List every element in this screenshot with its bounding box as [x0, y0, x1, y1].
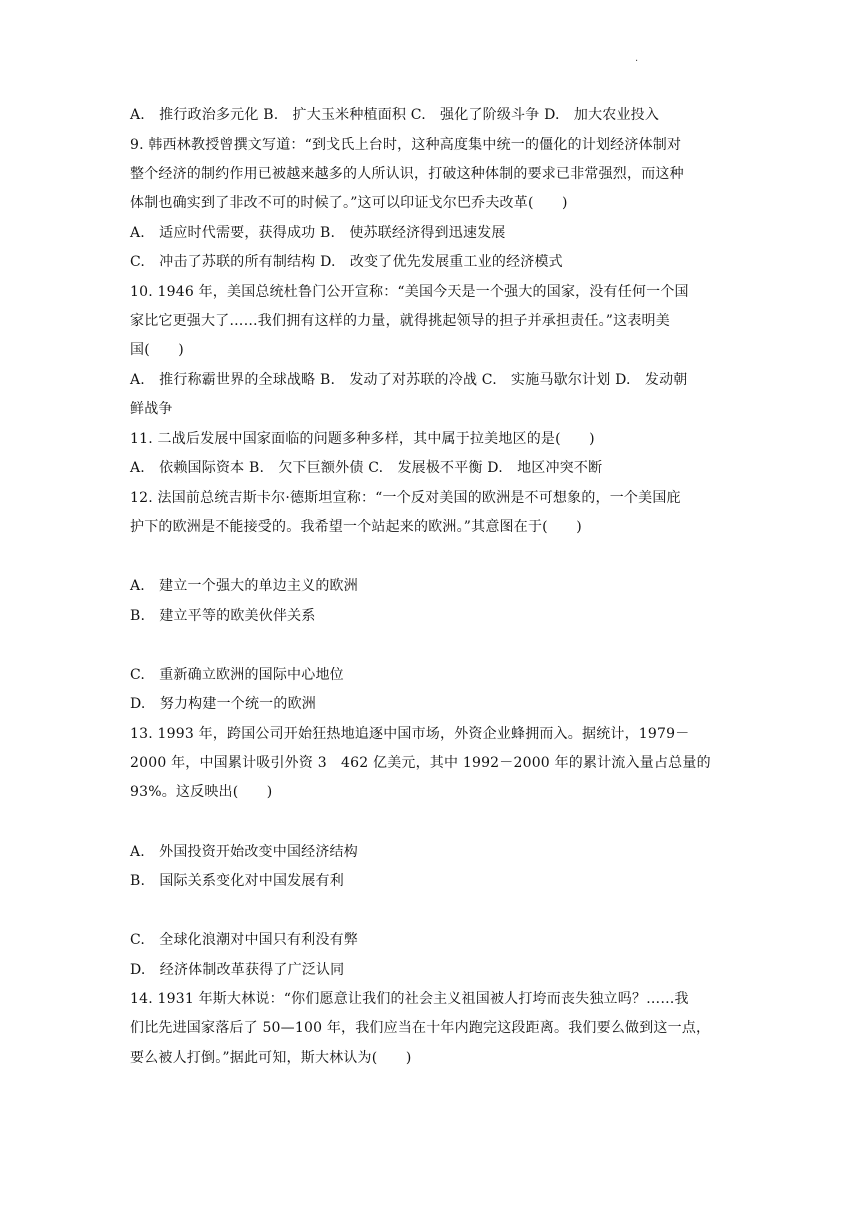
- q9-stem-line-1: 9. 韩西林教授曾撰文写道：“到戈氏上台时，这种高度集中统一的僵化的计划经济体制对: [130, 137, 682, 153]
- q13-stem-line-3: 93%。这反映出( ): [130, 784, 273, 800]
- q11-stem: 11. 二战后发展中国家面临的问题多种多样，其中属于拉美地区的是( ): [130, 431, 595, 447]
- q9-stem-line-2: 整个经济的制约作用已被越来越多的人所认识，打破这种体制的要求已非常强烈，而这种: [130, 166, 684, 182]
- q12-option-b: B. 建立平等的欧美伙伴关系: [130, 608, 316, 624]
- q10-options-line-2: 鲜战争: [130, 401, 173, 417]
- q13-option-d: D. 经济体制改革获得了广泛认同: [130, 962, 345, 978]
- q10-stem-line-2: 家比它更强大了……我们拥有这样的力量，就得挑起领导的担子并承担责任。”这表明美: [130, 313, 670, 329]
- q10-stem-line-1: 10. 1946 年，美国总统杜鲁门公开宣称：“美国今天是一个强大的国家，没有任何一个国: [130, 284, 689, 300]
- q13-option-c: C. 全球化浪潮对中国只有利没有弊: [130, 932, 359, 948]
- q12-stem-line-1: 12. 法国前总统吉斯卡尔·德斯坦宣称：“一个反对美国的欧洲是不可想象的，一个美国庇: [130, 490, 681, 506]
- q10-options-line-1: A. 推行称霸世界的全球战略 B. 发动了对苏联的冷战 C. 实施马歇尔计划 D. 发动朝: [130, 372, 688, 388]
- q12-option-a: A. 建立一个强大的单边主义的欧洲: [130, 578, 358, 594]
- q10-stem-line-3: 国( ): [130, 342, 184, 358]
- q8-options: A. 推行政治多元化 B. 扩大玉米种植面积 C. 强化了阶级斗争 D. 加大农业投入: [130, 107, 660, 123]
- q13-option-a: A. 外国投资开始改变中国经济结构: [130, 844, 358, 860]
- q14-stem-line-2: 们比先进国家落后了 50—100 年，我们应当在十年内跑完这段距离。我们要么做到这一点，: [130, 1020, 711, 1036]
- q13-option-b: B. 国际关系变化对中国发展有利: [130, 873, 344, 889]
- q12-stem-line-2: 护下的欧洲是不能接受的。我希望一个站起来的欧洲。”其意图在于( ): [130, 519, 582, 535]
- q9-stem-line-3: 体制也确实到了非改不可的时候了。”这可以印证戈尔巴乔夫改革( ): [130, 195, 568, 211]
- header-mark: ·: [635, 56, 639, 67]
- q12-option-d: D. 努力构建一个统一的欧洲: [130, 696, 316, 712]
- q9-options-cd: C. 冲击了苏联的所有制结构 D. 改变了优先发展重工业的经济模式: [130, 254, 563, 270]
- q11-options: A. 依赖国际资本 B. 欠下巨额外债 C. 发展极不平衡 D. 地区冲突不断: [130, 460, 603, 476]
- q13-stem-line-1: 13. 1993 年，跨国公司开始狂热地追逐中国市场，外资企业蜂拥而入。据统计，1979－: [130, 726, 690, 742]
- q14-stem-line-3: 要么被人打倒。”据此可知，斯大林认为( ): [130, 1050, 412, 1066]
- q12-option-c: C. 重新确立欧洲的国际中心地位: [130, 667, 344, 683]
- q9-options-ab: A. 适应时代需要，获得成功 B. 使苏联经济得到迅速发展: [130, 225, 506, 241]
- q14-stem-line-1: 14. 1931 年斯大林说：“你们愿意让我们的社会主义祖国被人打垮而丧失独立吗？……我: [130, 991, 689, 1007]
- q13-stem-line-2: 2000 年，中国累计吸引外资 3 462 亿美元，其中 1992－2000 年的累计流入量占总量的: [130, 755, 711, 771]
